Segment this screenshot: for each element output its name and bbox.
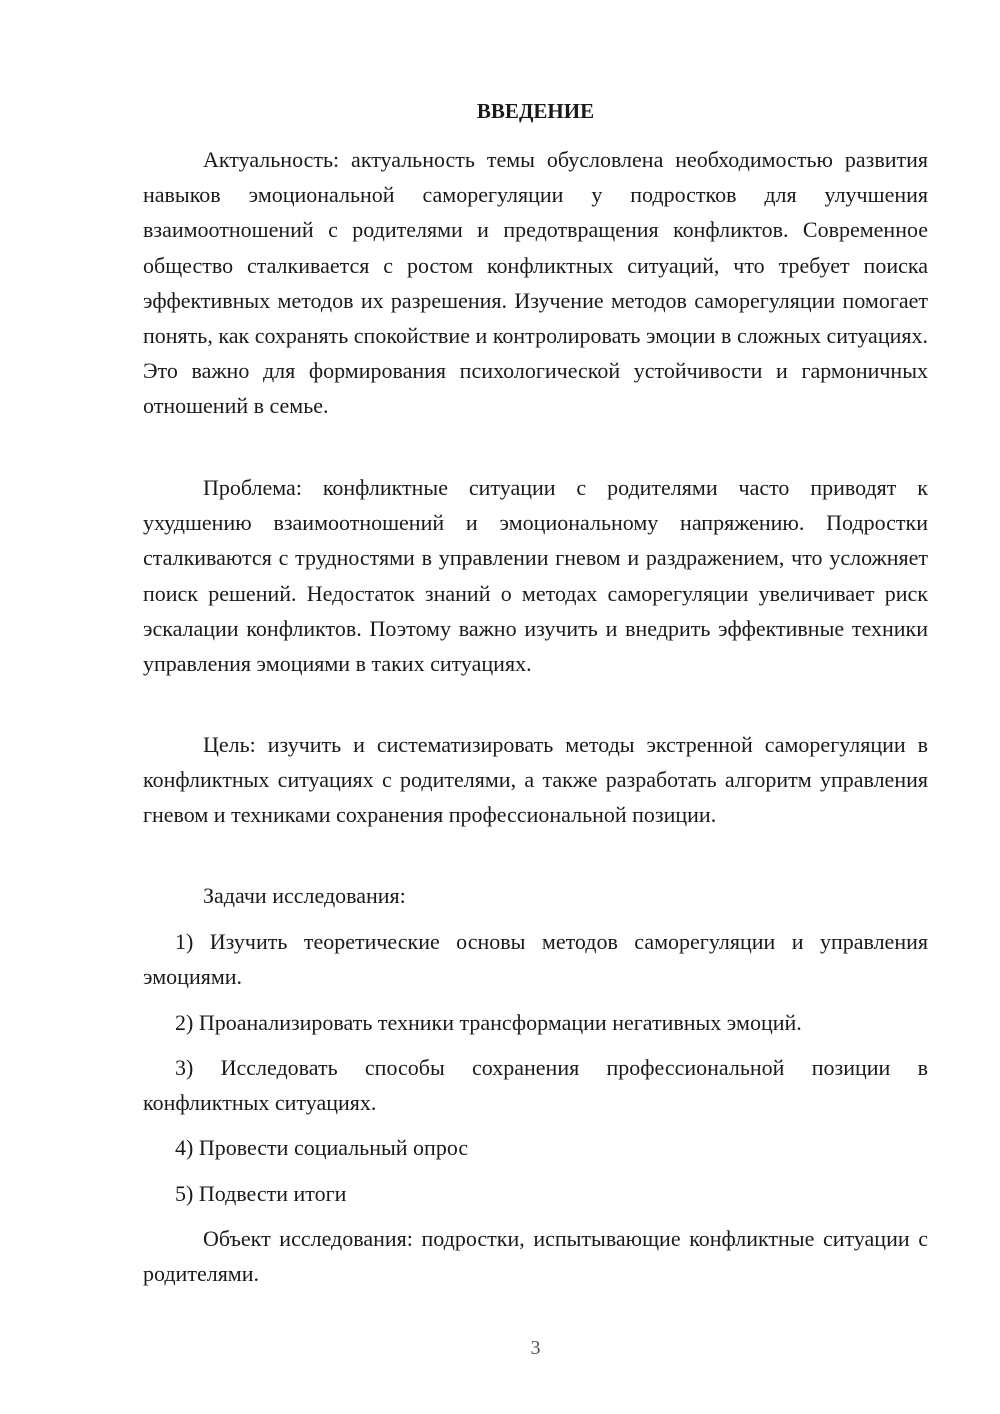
task-item-5: 5) Подвести итоги	[175, 1181, 347, 1206]
task-item-1: 1) Изучить теоретические основы методов саморегуляции и управления эмоциями.	[143, 929, 928, 990]
paragraph-relevance: Актуальность: актуальность темы обусловлена необходимостью развития навыков эмоциональной саморегуляции у подростков для улучшения взаимоотношений с родителями и предотвращения конфликтов. Современное общество сталкивается с ростом конфликтных ситуаций, что требует поиска эффективных методов их разрешения. Изучение методов саморегуляции помогает понять, как сохранять спокойствие и контролировать эмоции в сложных ситуациях. Это важно для формирования психологической устойчивости и гармоничных отношений в семье.	[143, 147, 928, 419]
task-item-2: 2) Проанализировать техники трансформации негативных эмоций.	[175, 1010, 802, 1035]
page-number: 3	[530, 1337, 541, 1359]
section-title: ВВЕДЕНИЕ	[476, 99, 595, 123]
paragraph-goal: Цель: изучить и систематизировать методы экстренной саморегуляции в конфликтных ситуациях с родителями, а также разработать алгоритм управления гневом и техниками сохранения профессиональной позиции.	[143, 732, 928, 828]
task-item-4: 4) Провести социальный опрос	[175, 1135, 469, 1160]
task-item-3: 3) Исследовать способы сохранения профессиональной позиции в конфликтных ситуациях.	[143, 1055, 928, 1116]
tasks-heading: Задачи исследования:	[203, 883, 406, 908]
document-page	[143, 0, 928, 1414]
paragraph-problem: Проблема: конфликтные ситуации с родителями часто приводят к ухудшению взаимоотношений и эмоциональному напряжению. Подростки сталкиваются с трудностями в управлении гневом и раздражением, что усложняет поиск решений. Недостаток знаний о методах саморегуляции увеличивает риск эскалации конфликтов. Поэтому важно изучить и внедрить эффективные техники управления эмоциями в таких ситуациях.	[143, 475, 928, 677]
paragraph-object: Объект исследования: подростки, испытывающие конфликтные ситуации с родителями.	[143, 1226, 928, 1287]
